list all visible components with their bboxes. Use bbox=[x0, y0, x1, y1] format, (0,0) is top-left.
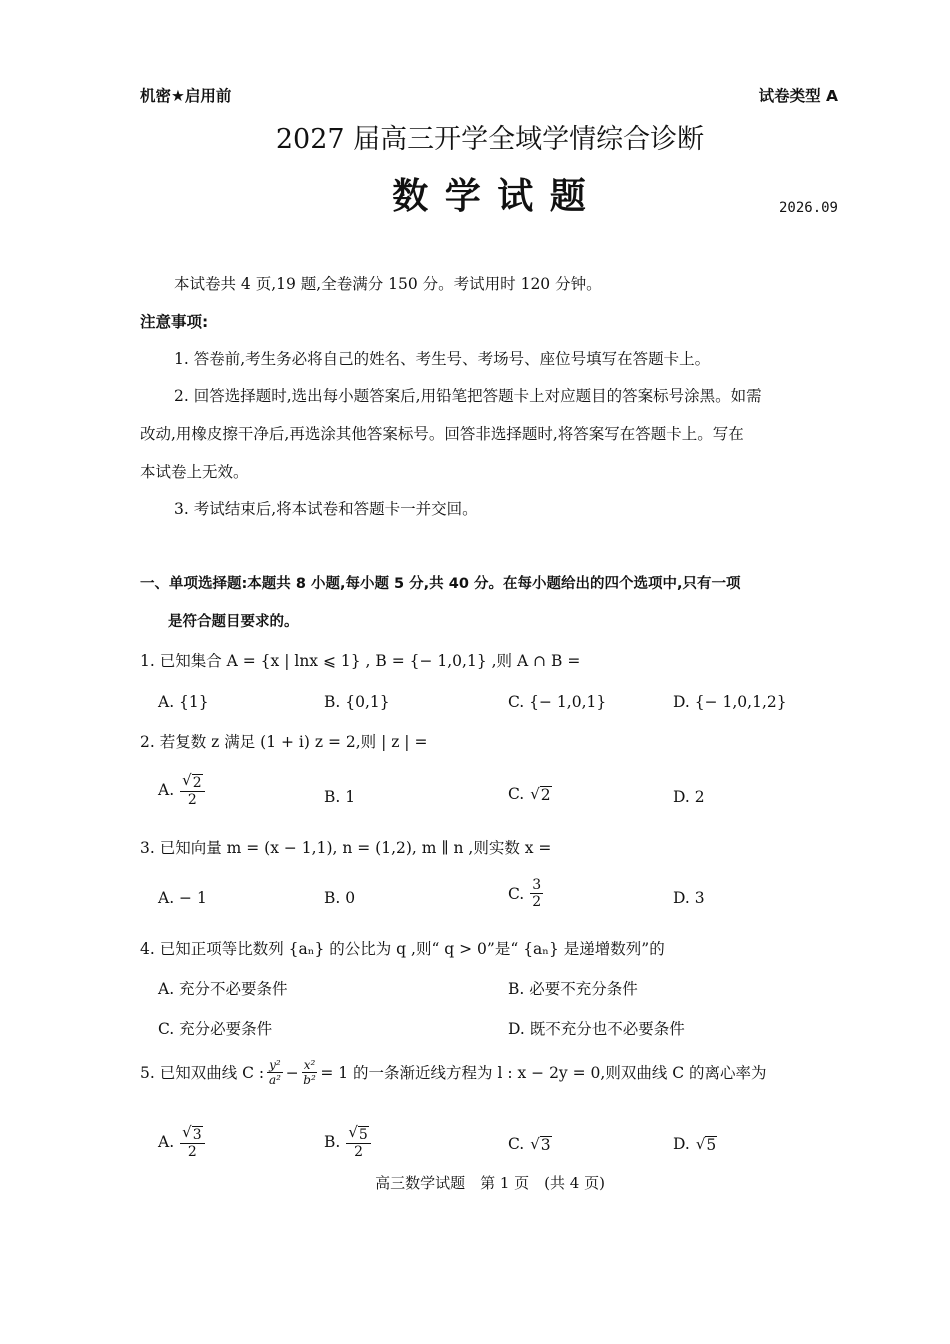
option-label: C. bbox=[508, 884, 525, 903]
denominator: a² bbox=[268, 1073, 281, 1087]
section-1-heading-line-2: 是符合题目要求的。 bbox=[168, 614, 299, 630]
question-1-stem: 1. 已知集合 A = {x | lnx ⩽ 1} , B = {− 1,0,1} ,则 A ∩ B = bbox=[140, 652, 581, 670]
notice-item-2-line-3: 本试卷上无效。 bbox=[140, 463, 249, 481]
minus-sign: − bbox=[285, 1063, 299, 1082]
numerator: x² bbox=[303, 1058, 316, 1072]
notice-item-2-line-1: 2. 回答选择题时,选出每小题答案后,用铅笔把答题卡上对应题目的答案标号涂黑。如需 bbox=[174, 387, 762, 405]
option-label: D. bbox=[673, 1135, 690, 1153]
option-label: B. bbox=[324, 1133, 341, 1151]
denominator: 2 bbox=[187, 1144, 197, 1160]
radicand: 3 bbox=[540, 1136, 551, 1154]
question-4-stem: 4. 已知正项等比数列 {aₙ} 的公比为 q ,则“ q > 0”是“ {aₙ} 是递增数列”的 bbox=[140, 940, 665, 958]
radicand: 5 bbox=[358, 1127, 368, 1143]
question-5-option-d: D. √ 5 bbox=[673, 1135, 717, 1154]
radicand: 2 bbox=[540, 786, 551, 804]
numerator: y² bbox=[269, 1058, 281, 1072]
stem-text-pre: 5. 已知双曲线 C : bbox=[140, 1063, 265, 1082]
question-4-option-a: A. 充分不必要条件 bbox=[158, 980, 288, 998]
notice-item-3: 3. 考试结束后,将本试卷和答题卡一并交回。 bbox=[174, 500, 478, 518]
question-4-option-d: D. 既不充分也不必要条件 bbox=[508, 1020, 685, 1038]
fraction bbox=[530, 877, 543, 910]
option-label: A. bbox=[158, 781, 175, 799]
question-3-option-d: D. 3 bbox=[673, 889, 705, 907]
notice-heading: 注意事项: bbox=[140, 313, 209, 331]
fraction-x2-b2 bbox=[302, 1058, 318, 1087]
question-3-option-b: B. 0 bbox=[324, 889, 356, 907]
exam-title: 2027 届高三开学全域学情综合诊断 bbox=[275, 124, 705, 155]
question-4-option-c: C. 充分必要条件 bbox=[158, 1020, 273, 1038]
question-5-stem bbox=[140, 1058, 767, 1087]
question-2-option-b: B. 1 bbox=[324, 788, 356, 806]
stem-text-post: = 1 的一条渐近线方程为 l : x − 2y = 0,则双曲线 C 的离心率为 bbox=[320, 1063, 767, 1082]
question-3-stem: 3. 已知向量 m = (x − 1,1), n = (1,2), m ∥ n ,则实数 x = bbox=[140, 839, 552, 857]
radicand: 3 bbox=[192, 1127, 202, 1143]
denominator: 2 bbox=[187, 792, 197, 808]
question-5-option-a bbox=[158, 1124, 205, 1160]
fraction: √ 3 2 bbox=[180, 1124, 204, 1160]
option-label: A. bbox=[158, 1133, 175, 1151]
notice-item-1: 1. 答卷前,考生务必将自己的姓名、考生号、考场号、座位号填写在答题卡上。 bbox=[174, 350, 711, 368]
question-5-option-b bbox=[324, 1124, 371, 1160]
fraction: √ 5 2 bbox=[346, 1124, 370, 1160]
radicand: 5 bbox=[706, 1136, 717, 1154]
question-2-option-d: D. 2 bbox=[673, 788, 705, 806]
question-1-option-b: B. {0,1} bbox=[324, 693, 390, 711]
question-2-option-a bbox=[158, 772, 205, 808]
question-2-option-c: C. √ 2 bbox=[508, 785, 551, 804]
notice-item-2-line-2: 改动,用橡皮擦干净后,再选涂其他答案标号。回答非选择题时,将答案写在答题卡上。写在 bbox=[140, 425, 744, 443]
question-1-option-a: A. {1} bbox=[158, 693, 209, 711]
question-3-option-a: A. − 1 bbox=[158, 889, 207, 907]
confidential-label: 机密★启用前 bbox=[140, 87, 232, 105]
subject-title: 数 学 试 题 bbox=[392, 175, 588, 217]
numerator: 3 bbox=[532, 877, 542, 893]
question-4-option-b: B. 必要不充分条件 bbox=[508, 980, 638, 998]
exam-intro: 本试卷共 4 页,19 题,全卷满分 150 分。考试用时 120 分钟。 bbox=[174, 275, 602, 293]
option-label: C. bbox=[508, 1135, 525, 1153]
denominator: 2 bbox=[532, 894, 542, 910]
section-1-heading-line-1: 一、单项选择题:本题共 8 小题,每小题 5 分,共 40 分。在每小题给出的四个选项中,只有一项 bbox=[140, 576, 741, 592]
exam-date: 2026.09 bbox=[778, 200, 838, 216]
question-2-stem: 2. 若复数 z 满足 (1 + i) z = 2,则 | z | = bbox=[140, 733, 428, 751]
question-1-option-c: C. {− 1,0,1} bbox=[508, 693, 607, 711]
fraction-y2-a2 bbox=[267, 1058, 283, 1087]
question-5-option-c: C. √ 3 bbox=[508, 1135, 551, 1154]
radicand: 2 bbox=[192, 775, 202, 791]
fraction: √ 2 2 bbox=[180, 772, 204, 808]
denominator: 2 bbox=[354, 1144, 364, 1160]
denominator: b² bbox=[303, 1073, 316, 1087]
question-1-option-d: D. {− 1,0,1,2} bbox=[673, 693, 787, 711]
option-label: C. bbox=[508, 785, 525, 803]
question-3-option-c bbox=[508, 877, 543, 910]
page-footer: 高三数学试题 第 1 页 (共 4 页) bbox=[375, 1174, 605, 1192]
paper-type-label: 试卷类型 A bbox=[758, 87, 838, 105]
